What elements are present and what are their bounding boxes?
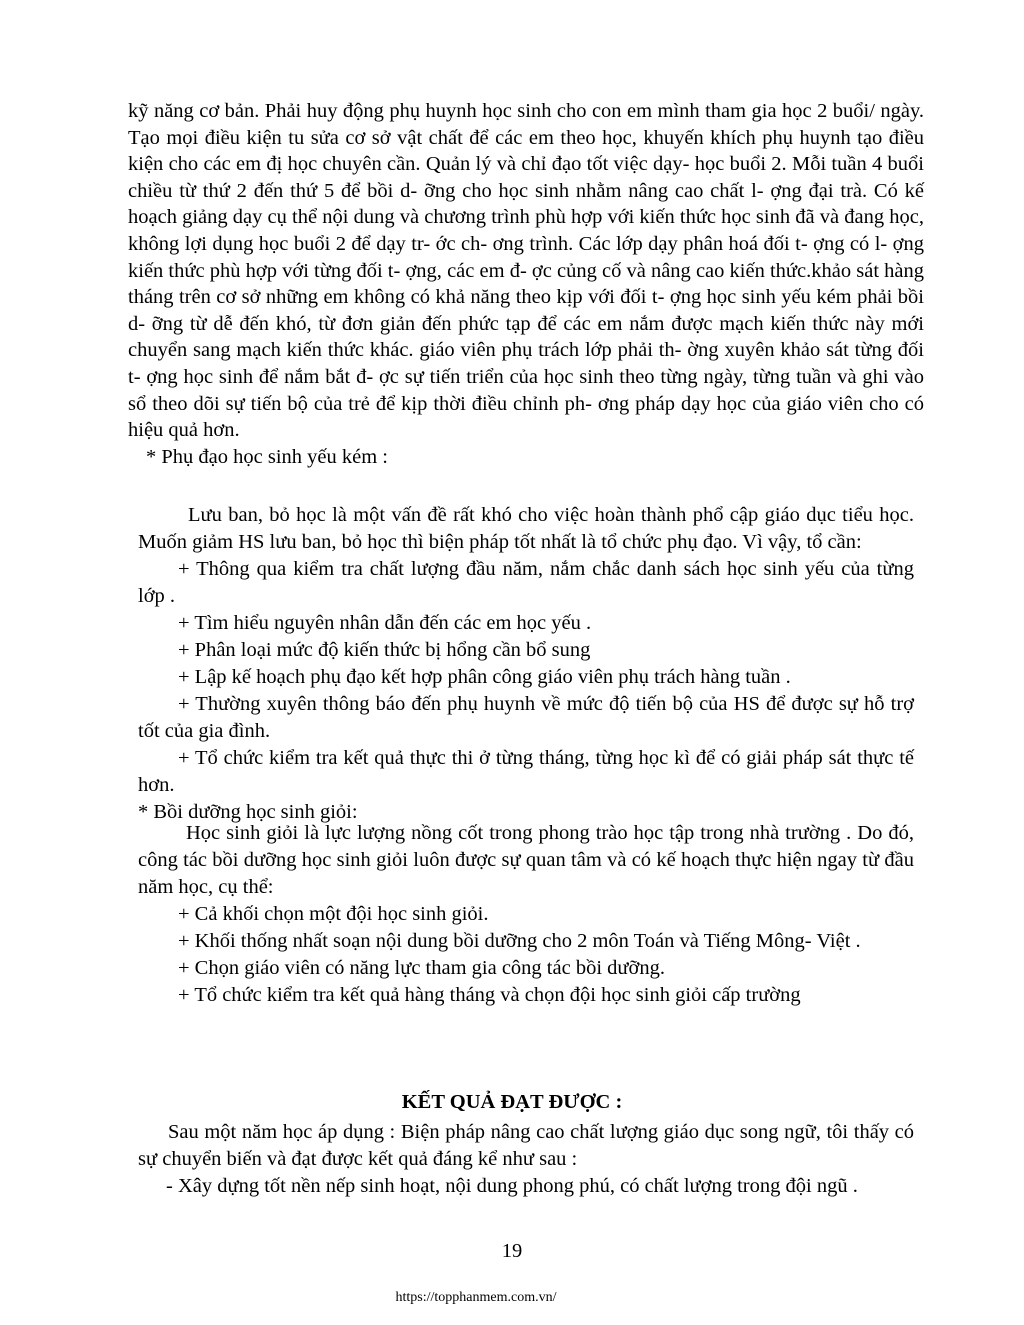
results-intro: Sau một năm học áp dụng : Biện pháp nâng cao chất lượng giáo dục song ngữ, tôi thấy có sự chuyển biến và đạt được kết quả đáng kể như sau :: [138, 1121, 914, 1170]
remedial-item: + Tổ chức kiểm tra kết quả thực thi ở từng tháng, từng học kì để có giải pháp sát thực tế hơn.: [138, 747, 914, 796]
gifted-section: [138, 820, 914, 1009]
gifted-item: + Chọn giáo viên có năng lực tham gia công tác bồi dưỡng.: [178, 957, 665, 979]
page-number: 19: [501, 1240, 523, 1262]
results-section: [138, 1119, 914, 1200]
remedial-item: + Thông qua kiểm tra chất lượng đầu năm, nắm chắc danh sách học sinh yếu của từng lớp .: [138, 558, 914, 607]
gifted-heading: * Bồi dưỡng học sinh giỏi:: [138, 801, 358, 823]
remedial-intro: Lưu ban, bỏ học là một vấn đề rất khó cho việc hoàn thành phổ cập giáo dục tiểu học. Muốn giảm HS lưu ban, bỏ học thì biện pháp tốt nhất là tổ chức phụ đạo. Vì vậy, tổ cần:: [138, 504, 914, 553]
remedial-item: + Tìm hiểu nguyên nhân dẫn đến các em học yếu .: [178, 612, 592, 634]
gifted-item: + Cả khối chọn một đội học sinh giỏi.: [178, 903, 489, 925]
footer-url: https://topphanmem.com.vn/: [395, 1290, 557, 1305]
remedial-item: + Phân loại mức độ kiến thức bị hổng cần bổ sung: [178, 639, 591, 661]
gifted-intro: Học sinh giỏi là lực lượng nồng cốt trong phong trào học tập trong nhà trường . Do đó, công tác bồi dưỡng học sinh giỏi luôn được sự quan tâm và có kế hoạch thực hiện ngay từ đầu năm học, cụ thể:: [138, 822, 914, 898]
results-item: - Xây dựng tốt nền nếp sinh hoạt, nội dung phong phú, có chất lượng trong đội ngũ .: [166, 1175, 858, 1197]
gifted-item: + Khối thống nhất soạn nội dung bồi dưỡng cho 2 môn Toán và Tiếng Mông- Việt .: [178, 930, 861, 952]
results-heading: KẾT QUẢ ĐẠT ĐƯỢC :: [401, 1091, 623, 1113]
paragraph-intro: kỹ năng cơ bản. Phải huy động phụ huynh học sinh cho con em mình tham gia học 2 buổi/ ngày. Tạo mọi điều kiện tu sửa cơ sở vật chất để các em theo học, khuyến khích phụ huynh tạo điều kiện cho các em đị học chuyên cần. Quản lý và chỉ đạo tốt việc dạy- học buổi 2. Mỗi tuần 4 buổi chiều từ thứ 2 đến thứ 5 để bồi d- ỡng cho học sinh nhằm nâng cao chất l- ợng đại trà. Có kế hoạch giảng dạy cụ thể nội dung và chương trình phù hợp với kiến thức học sinh đã và đang học, không lợi dụng học buổi 2 để dạy tr- ớc ch- ơng trình. Các lớp dạy phân hoá đối t- ợng có l- ợng kiến thức phù hợp với từng đối t- ợng, các em đ- ợc củng cố và nâng cao kiến thức.khảo sát hàng tháng trên cơ sở những em không có khả năng theo kịp với đối t- ợng học sinh yếu kém phải bồi d- ỡng từ dễ đến khó, từ đơn giản đến phức tạp để các em nắm được mạch kiến thức này mới chuyển sang mạch kiến thức khác. giáo viên phụ trách lớp phải th- ờng xuyên khảo sát từng đối t- ợng học sinh để nắm bắt đ- ợc sự tiến triển của học sinh theo từng ngày, từng tuần và ghi vào sổ theo dõi sự tiến bộ của trẻ để kịp thời điều chỉnh ph- ơng pháp dạy học của giáo viên cho có hiệu quả hơn.: [128, 100, 924, 442]
gifted-item: + Tổ chức kiểm tra kết quả hàng tháng và chọn đội học sinh giỏi cấp trường: [178, 984, 801, 1006]
remedial-section: [138, 502, 914, 826]
remedial-heading: * Phụ đạo học sinh yếu kém :: [146, 445, 388, 468]
remedial-item: + Thường xuyên thông báo đến phụ huynh về mức độ tiến bộ của HS để được sự hỗ trợ tốt của gia đình.: [138, 693, 914, 742]
body-section: [128, 98, 924, 470]
remedial-item: + Lập kế hoạch phụ đạo kết hợp phân công giáo viên phụ trách hàng tuần .: [178, 666, 791, 688]
